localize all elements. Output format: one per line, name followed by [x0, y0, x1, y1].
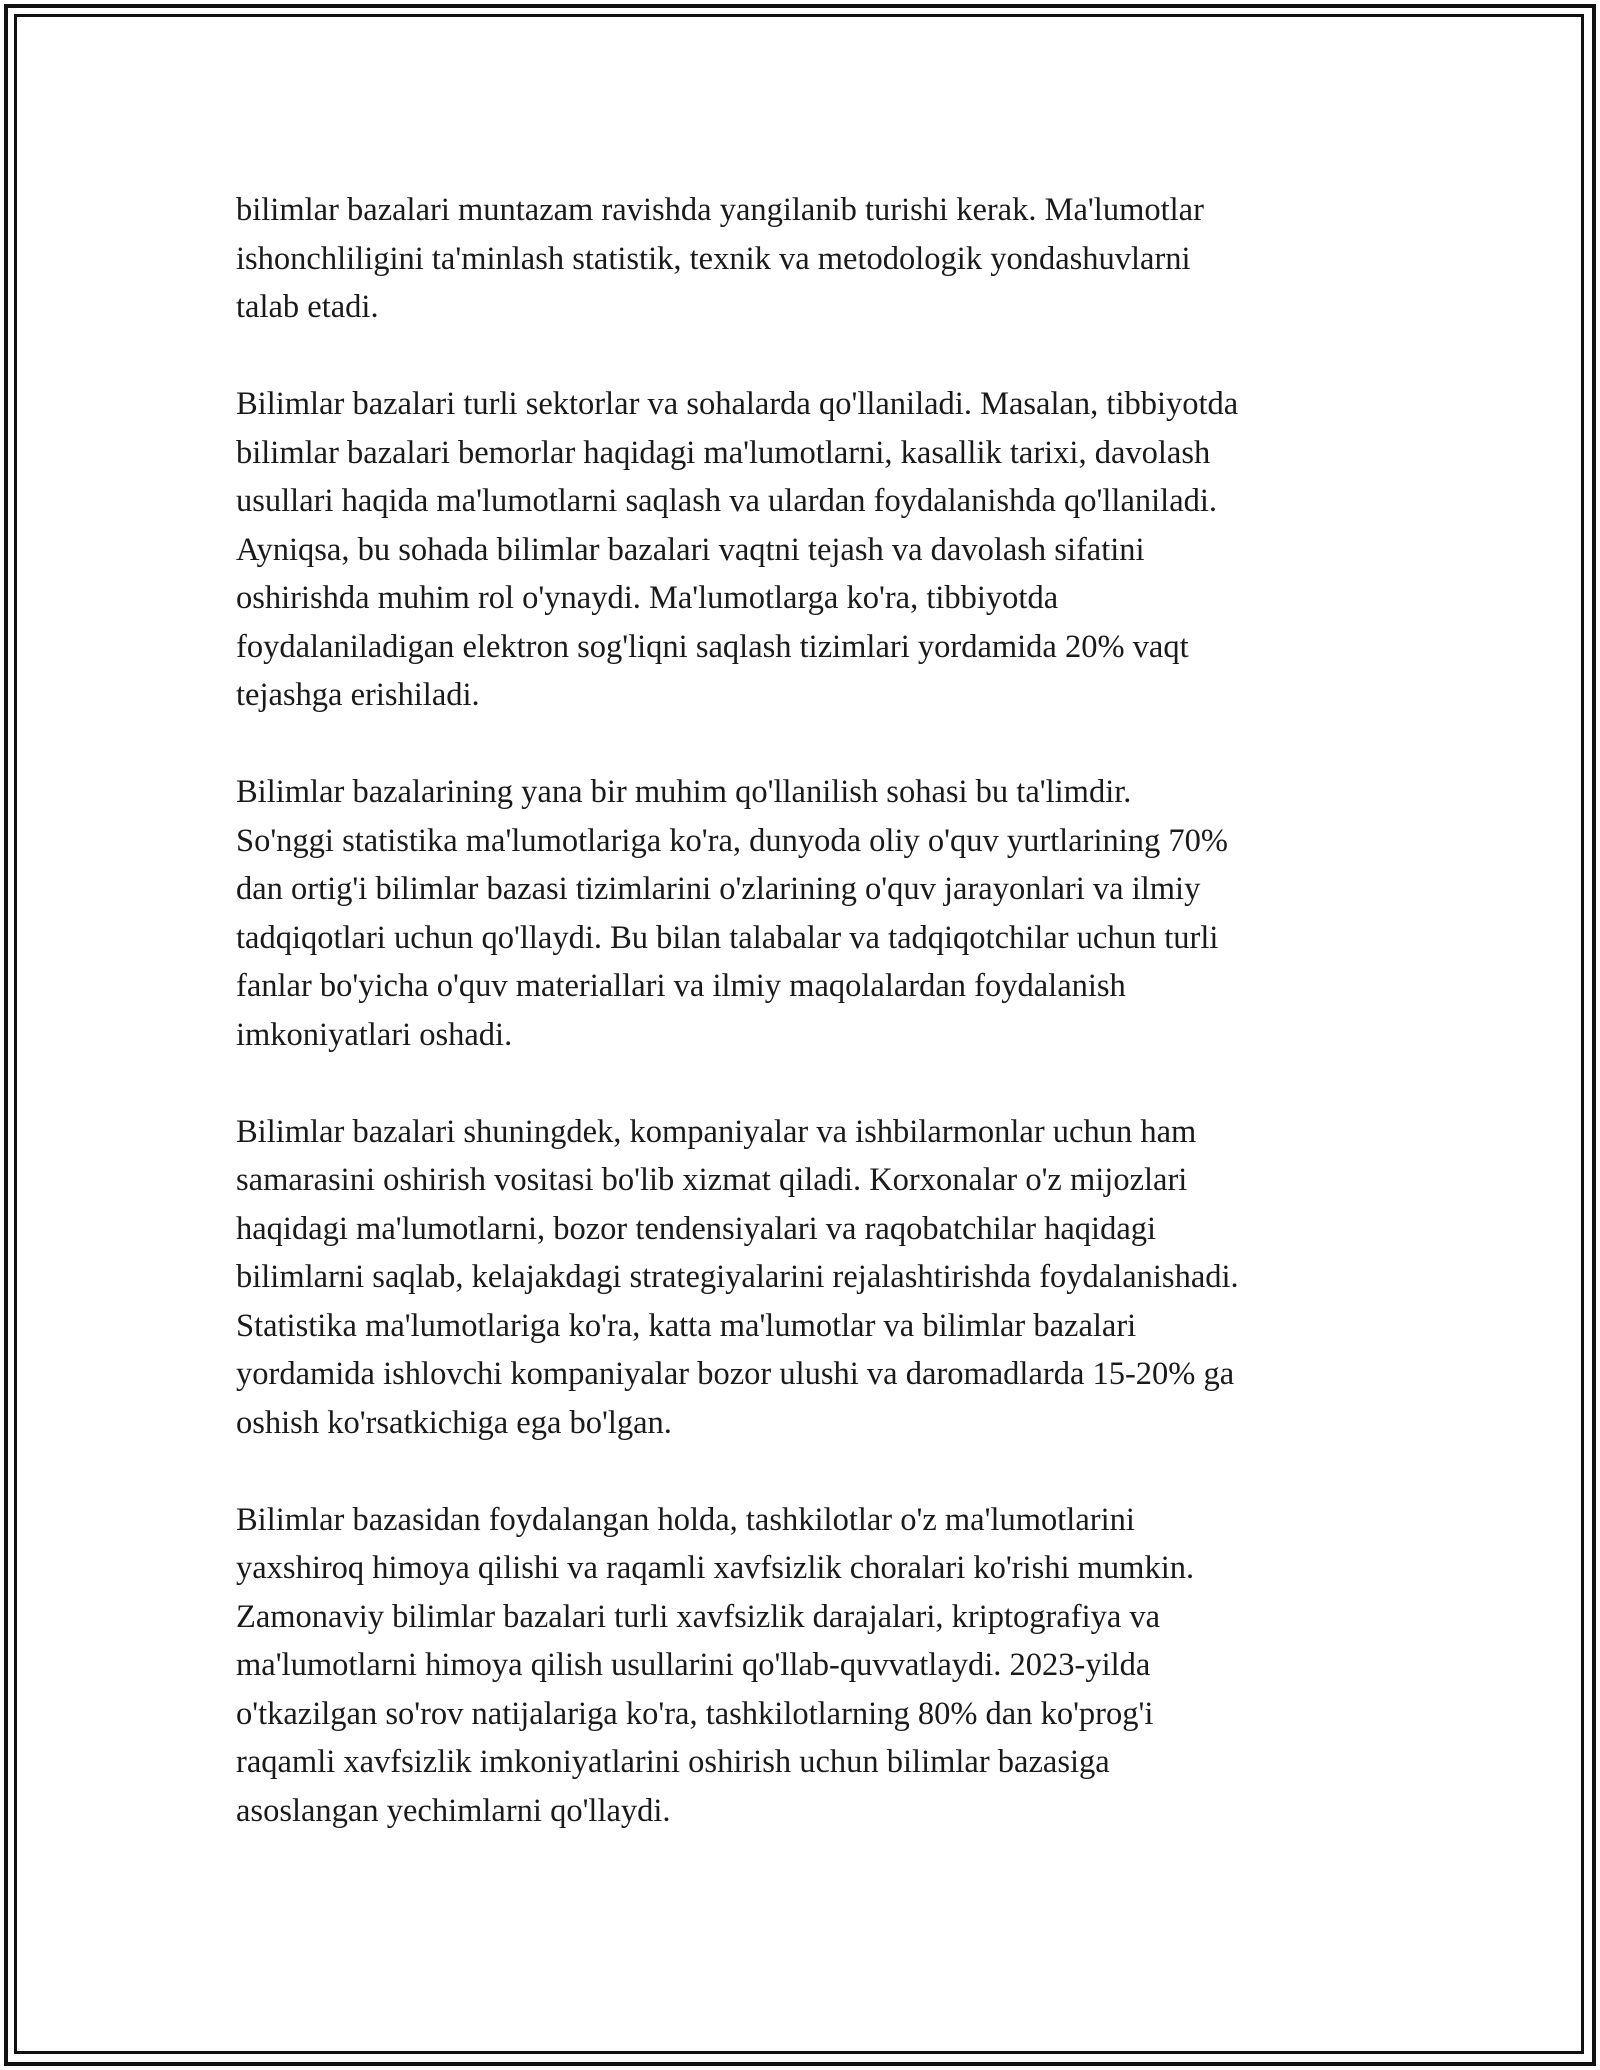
paragraph-medicine: Bilimlar bazalari turli sektorlar va sohalarda qo'llaniladi. Masalan, tibbiyotda bilimlar bazalari bemorlar haqidagi ma'lumotlarni, kasallik tarixi, davolash usullari haqida ma'lumotlarni saqlash va ulardan foydalanishda qo'llaniladi. Ayniqsa, bu sohada bilimlar bazalari vaqtni tejash va davolash sifatini oshirishda muhim rol o'ynaydi. Ma'lumotlarga ko'ra, tibbiyotda foydalaniladigan elektron sog'liqni saqlash tizimlari yordamida 20% vaqt tejashga erishiladi. [236, 386, 1239, 713]
paragraph-data-reliability: bilimlar bazalari muntazam ravishda yangilanib turishi kerak. Ma'lumotlar ishonchliligini ta'minlash statistik, texnik va metodologik yondashuvlarni talab etadi. [236, 192, 1204, 325]
paragraph-security: Bilimlar bazasidan foydalangan holda, tashkilotlar o'z ma'lumotlarini yaxshiroq himoya qilishi va raqamli xavfsizlik choralari ko'rishi mumkin. Zamonaviy bilimlar bazalari turli xavfsizlik darajalari, kriptografiya va ma'lumotlarni himoya qilish usullarini qo'llab-quvvatlaydi. 2023-yilda o'tkazilgan so'rov natijalariga ko'ra, tashkilotlarning 80% dan ko'prog'i raqamli xavfsizlik imkoniyatlarini oshirish uchun bilimlar bazasiga asoslangan yechimlarni qo'llaydi. [236, 1501, 1195, 1829]
paragraph-education: Bilimlar bazalarining yana bir muhim qo'llanilish sohasi bu ta'limdir. So'nggi statistika ma'lumotlariga ko'ra, dunyoda oliy o'quv yurtlarining 70% dan ortig'i bilimlar bazasi tizimlarini o'zlarining o'quv jarayonlari va ilmiy tadqiqotlari uchun qo'llaydi. Bu bilan talabalar va tadqiqotchilar uchun turli fanlar bo'yicha o'quv materiallari va ilmiy maqolalardan foydalanish imkoniyatlari oshadi. [236, 774, 1228, 1053]
document-body [236, 186, 1386, 1884]
paragraph-business: Bilimlar bazalari shuningdek, kompaniyalar va ishbilarmonlar uchun ham samarasini oshirish vositasi bo'lib xizmat qiladi. Korxonalar o'z mijozlari haqidagi ma'lumotlarni, bozor tendensiyalari va raqobatchilar haqidagi bilimlarni saqlab, kelajakdagi strategiyalarini rejalashtirishda foydalanishadi. Statistika ma'lumotlariga ko'ra, katta ma'lumotlar va bilimlar bazalari yordamida ishlovchi kompaniyalar bozor ulushi va daromadlarda 15-20% ga oshish ko'rsatkichiga ega bo'lgan. [236, 1113, 1239, 1441]
